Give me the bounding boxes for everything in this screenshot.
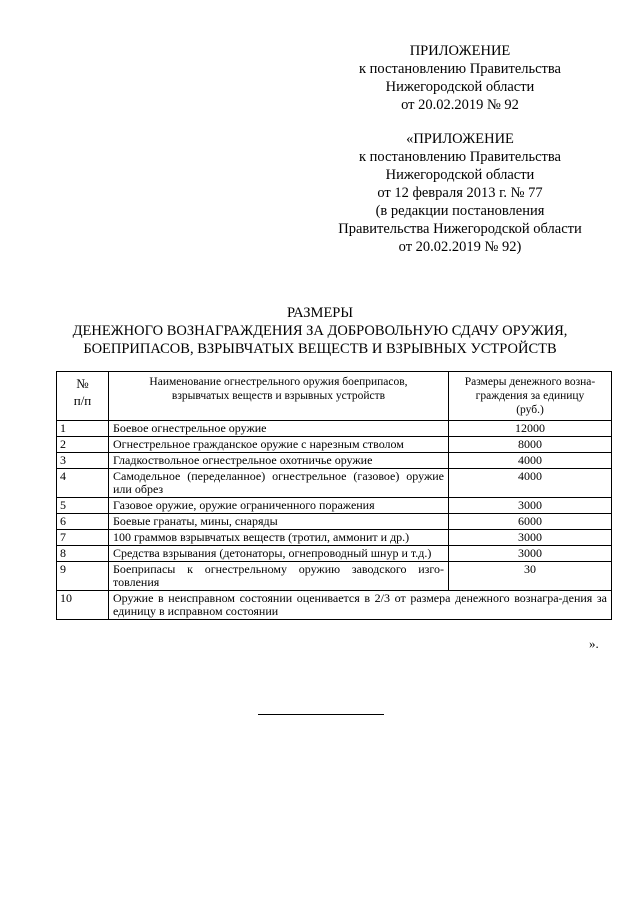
row-name: Боеприпасы к огнестрельному оружию заводского изго-товления <box>109 562 449 591</box>
closing-quote-mark: ». <box>589 636 599 651</box>
row-amount: 4000 <box>449 453 612 469</box>
header-text: (руб.) <box>516 404 544 416</box>
row-name: 100 граммов взрывчатых веществ (тротил, аммонит и др.) <box>109 530 449 546</box>
row-number: 2 <box>57 437 109 453</box>
table-row <box>57 469 612 498</box>
table-row <box>57 530 612 546</box>
title-line: РАЗМЕРЫ <box>286 305 354 321</box>
row-name: Гладкоствольное огнестрельное охотничье оружие <box>109 453 449 469</box>
table-row <box>57 437 612 453</box>
row-number: 6 <box>57 514 109 530</box>
appendix-line: «ПРИЛОЖЕНИЕ <box>406 131 514 147</box>
table-row <box>57 498 612 514</box>
table-row <box>57 562 612 591</box>
row-number: 4 <box>57 469 109 498</box>
row-amount: 3000 <box>449 498 612 514</box>
row-name: Самодельное (переделанное) огнестрельное (газовое) оружие или обрез <box>109 469 449 498</box>
header-name <box>109 372 449 421</box>
appendix-line: ПРИЛОЖЕНИЕ <box>409 43 511 59</box>
row-amount: 8000 <box>449 437 612 453</box>
header-text: п/п <box>73 393 92 408</box>
row-name: Боевые гранаты, мины, снаряды <box>109 514 449 530</box>
appendix-line: Нижегородской области <box>385 79 535 95</box>
row-amount: 6000 <box>449 514 612 530</box>
table-row <box>57 546 612 562</box>
row-name: Огнестрельное гражданское оружие с нарезным стволом <box>109 437 449 453</box>
row-name: Газовое оружие, оружие ограниченного поражения <box>109 498 449 514</box>
row-amount: 3000 <box>449 530 612 546</box>
header-text: граждения за единицу <box>475 390 585 402</box>
appendix-current-header <box>320 42 600 114</box>
row-number: 10 <box>57 591 109 620</box>
row-name: Боевое огнестрельное оружие <box>109 421 449 437</box>
appendix-line: от 20.02.2019 № 92 <box>401 97 519 113</box>
appendix-original-header <box>320 130 600 256</box>
header-text: Наименование огнестрельного оружия боеприпасов, <box>149 376 408 388</box>
row-name: Средства взрывания (детонаторы, огнепроводный шнур и т.д.) <box>109 546 449 562</box>
appendix-line: Правительства Нижегородской области <box>338 221 582 237</box>
appendix-line: (в редакции постановления <box>375 203 545 219</box>
table-row <box>57 421 612 437</box>
appendix-line: Нижегородской области <box>385 167 535 183</box>
header-amount <box>449 372 612 421</box>
row-amount: 30 <box>449 562 612 591</box>
header-text: Размеры денежного возна- <box>464 376 596 388</box>
title-line: БОЕПРИПАСОВ, ВЗРЫВЧАТЫХ ВЕЩЕСТВ И ВЗРЫВНЫХ УСТРОЙСТВ <box>83 341 557 357</box>
appendix-line: от 12 февраля 2013 г. № 77 <box>377 185 543 201</box>
row-amount: 3000 <box>449 546 612 562</box>
row-number: 7 <box>57 530 109 546</box>
row-number: 9 <box>57 562 109 591</box>
row-amount: 12000 <box>449 421 612 437</box>
header-text: № <box>76 376 89 391</box>
table-row <box>57 453 612 469</box>
row-note: Оружие в неисправном состоянии оценивается в 2/3 от размера денежного вознагра-дения за единицу в исправном состоянии <box>109 591 612 620</box>
row-amount: 4000 <box>449 469 612 498</box>
rewards-table <box>56 371 612 620</box>
appendix-line: к постановлению Правительства <box>359 149 561 165</box>
header-number <box>57 372 109 421</box>
header-text: взрывчатых веществ и взрывных устройств <box>171 390 386 402</box>
document-title <box>40 304 600 358</box>
row-number: 8 <box>57 546 109 562</box>
appendix-line: от 20.02.2019 № 92) <box>398 239 522 255</box>
title-line: ДЕНЕЖНОГО ВОЗНАГРАЖДЕНИЯ ЗА ДОБРОВОЛЬНУЮ СДАЧУ ОРУЖИЯ, <box>72 323 568 339</box>
table-row <box>57 514 612 530</box>
row-number: 3 <box>57 453 109 469</box>
row-number: 1 <box>57 421 109 437</box>
separator-line <box>258 714 384 715</box>
table-header-row <box>57 372 612 421</box>
row-number: 5 <box>57 498 109 514</box>
appendix-line: к постановлению Правительства <box>359 61 561 77</box>
table-row-final <box>57 591 612 620</box>
